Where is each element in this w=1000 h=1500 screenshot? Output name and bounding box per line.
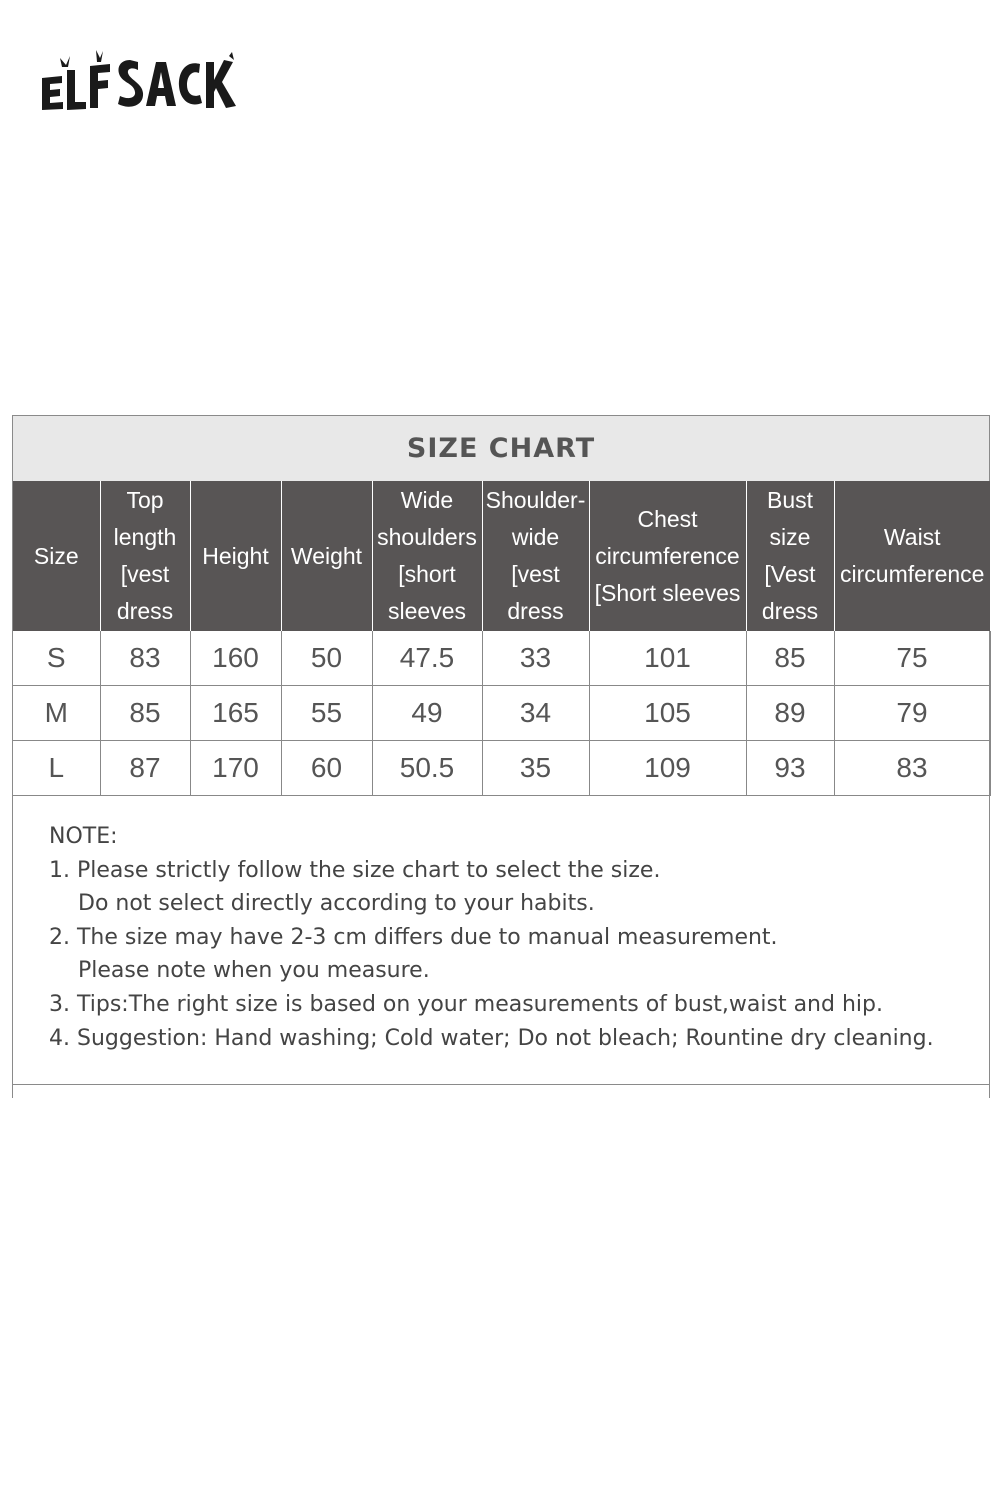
table-row bbox=[13, 631, 990, 686]
column-header bbox=[13, 481, 100, 631]
brand-logo bbox=[40, 48, 240, 112]
note-line: Do not select directly according to your habits. bbox=[78, 891, 595, 917]
column-header-line: dress bbox=[507, 598, 564, 624]
column-header-line: length bbox=[113, 524, 177, 550]
measurement-cell: 101 bbox=[589, 631, 746, 686]
measurement-cell: 165 bbox=[190, 686, 281, 741]
column-header bbox=[746, 481, 834, 631]
table-header-row bbox=[13, 481, 990, 631]
table-body bbox=[13, 631, 990, 796]
column-header bbox=[281, 481, 372, 631]
measurement-cell: 55 bbox=[281, 686, 372, 741]
note-line: Please note when you measure. bbox=[78, 958, 430, 984]
column-header-line: Top bbox=[126, 487, 164, 513]
column-header-line: Waist bbox=[883, 524, 941, 550]
column-header-line: Shoulder- bbox=[485, 487, 586, 513]
column-header-line: size bbox=[769, 524, 811, 550]
measurement-cell: 34 bbox=[482, 686, 589, 741]
note-line: 3. Tips:The right size is based on your measurements of bust,waist and hip. bbox=[49, 991, 883, 1017]
notes-list bbox=[49, 854, 989, 1056]
measurement-cell: 83 bbox=[100, 631, 190, 686]
measurement-cell: 75 bbox=[834, 631, 990, 686]
table-row bbox=[13, 686, 990, 741]
column-header-line: [short bbox=[398, 561, 456, 587]
column-header bbox=[190, 481, 281, 631]
column-header-line: Weight bbox=[290, 542, 363, 569]
column-header-line: [Short sleeves bbox=[594, 579, 741, 606]
column-header-line: circumference bbox=[595, 542, 740, 569]
measurement-cell: 33 bbox=[482, 631, 589, 686]
measurement-cell: 170 bbox=[190, 741, 281, 796]
note-line: 1. Please strictly follow the size chart to select the size. bbox=[49, 857, 661, 883]
notes-section bbox=[13, 796, 989, 1055]
measurement-cell: 93 bbox=[746, 741, 834, 796]
measurement-cell: 47.5 bbox=[372, 631, 482, 686]
measurement-cell: 49 bbox=[372, 686, 482, 741]
measurement-cell: 83 bbox=[834, 741, 990, 796]
note-line: 2. The size may have 2-3 cm differs due to manual measurement. bbox=[49, 924, 778, 950]
column-header bbox=[589, 481, 746, 631]
column-header-line: Bust bbox=[766, 487, 814, 513]
size-chart bbox=[12, 415, 990, 1098]
column-header-line: Height bbox=[202, 542, 269, 569]
notes-heading: NOTE: bbox=[49, 824, 118, 849]
measurement-cell: 85 bbox=[100, 686, 190, 741]
measurement-cell: 160 bbox=[190, 631, 281, 686]
size-table bbox=[13, 481, 991, 796]
column-header bbox=[834, 481, 990, 631]
column-header-line: sleeves bbox=[388, 598, 466, 624]
measurement-cell: 85 bbox=[746, 631, 834, 686]
column-header-line: [vest bbox=[120, 561, 170, 587]
size-label-cell: S bbox=[13, 631, 100, 686]
size-label-cell: M bbox=[13, 686, 100, 741]
measurement-cell: 60 bbox=[281, 741, 372, 796]
measurement-cell: 89 bbox=[746, 686, 834, 741]
column-header bbox=[100, 481, 190, 631]
measurement-cell: 50 bbox=[281, 631, 372, 686]
note-line: 4. Suggestion: Hand washing; Cold water; Do not bleach; Rountine dry cleaning. bbox=[49, 1025, 934, 1051]
size-label-cell: L bbox=[13, 741, 100, 796]
column-header-line: dress bbox=[116, 598, 174, 624]
column-header-line: [Vest bbox=[764, 561, 816, 587]
column-header bbox=[482, 481, 589, 631]
measurement-cell: 35 bbox=[482, 741, 589, 796]
column-header-line: dress bbox=[761, 598, 819, 624]
column-header-line: Wide bbox=[400, 487, 454, 513]
size-chart-title: SIZE CHART bbox=[13, 416, 989, 481]
brand-logo-image bbox=[40, 48, 240, 112]
column-header-line: [vest bbox=[511, 561, 560, 587]
measurement-cell: 50.5 bbox=[372, 741, 482, 796]
measurement-cell: 79 bbox=[834, 686, 990, 741]
column-header bbox=[372, 481, 482, 631]
measurement-cell: 105 bbox=[589, 686, 746, 741]
table-row bbox=[13, 741, 990, 796]
column-header-line: wide bbox=[511, 524, 560, 550]
measurement-cell: 87 bbox=[100, 741, 190, 796]
column-header-line: Chest bbox=[637, 505, 698, 532]
measurement-cell: 109 bbox=[589, 741, 746, 796]
column-header-line: circumference bbox=[840, 561, 985, 587]
column-header-line: shoulders bbox=[377, 524, 477, 550]
column-header-line: Size bbox=[33, 542, 79, 569]
notes-divider bbox=[13, 1084, 989, 1085]
